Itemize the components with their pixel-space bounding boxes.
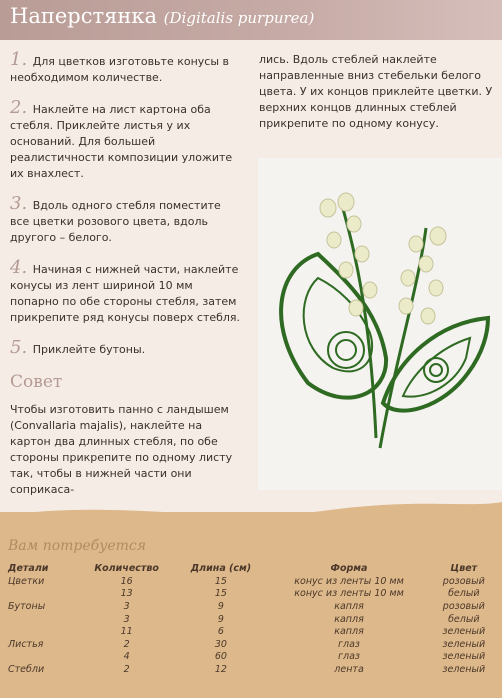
column-header-length: Длина (см) bbox=[190, 562, 252, 574]
table-header-row bbox=[8, 561, 496, 575]
cell-shape: лента bbox=[334, 663, 364, 675]
materials-table bbox=[8, 561, 496, 676]
step-3 bbox=[10, 193, 242, 246]
cell-shape: глаз bbox=[338, 651, 360, 663]
flower bbox=[349, 300, 363, 316]
step-number: 5. bbox=[10, 337, 28, 358]
leaf-left-coil bbox=[328, 332, 364, 368]
step-number: 4. bbox=[10, 257, 28, 278]
table-row bbox=[8, 663, 496, 676]
cell-length: 60 bbox=[214, 651, 227, 663]
leaf-left-coil-inner bbox=[336, 340, 356, 360]
step-number: 2. bbox=[10, 97, 28, 118]
cell-quantity: 16 bbox=[120, 575, 133, 587]
step-2 bbox=[10, 97, 242, 182]
cell-color: зеленый bbox=[442, 638, 486, 650]
cell-quantity: 13 bbox=[120, 588, 133, 600]
cell-details: Листья bbox=[8, 638, 44, 650]
leaf-right-coil-inner bbox=[430, 364, 442, 376]
cell-shape: капля bbox=[334, 600, 364, 612]
flower bbox=[355, 246, 369, 262]
cell-quantity: 3 bbox=[123, 613, 130, 625]
column-header-quantity: Количество bbox=[94, 562, 159, 574]
flower bbox=[421, 308, 435, 324]
column-header-shape: Форма bbox=[330, 562, 368, 574]
step-4 bbox=[10, 257, 242, 326]
title-russian: Наперстянка bbox=[10, 4, 157, 28]
cell-details bbox=[8, 588, 78, 601]
table-row bbox=[8, 613, 496, 626]
flower bbox=[347, 216, 361, 232]
step-5 bbox=[10, 337, 242, 358]
cell-quantity: 4 bbox=[123, 651, 130, 663]
cell-shape: капля bbox=[334, 613, 364, 625]
table-row bbox=[8, 651, 496, 664]
cell-color: белый bbox=[448, 613, 480, 625]
column-header-color: Цвет bbox=[450, 562, 478, 574]
leaf-left bbox=[281, 254, 386, 398]
page-title bbox=[10, 4, 314, 28]
cell-length: 15 bbox=[214, 575, 227, 587]
table-row bbox=[8, 588, 496, 601]
cell-quantity: 2 bbox=[123, 638, 130, 650]
flower bbox=[327, 232, 341, 248]
cell-color: белый bbox=[448, 588, 480, 600]
flower bbox=[419, 256, 433, 272]
column-header-details: Детали bbox=[8, 562, 49, 574]
cell-quantity: 2 bbox=[123, 663, 130, 675]
cell-color: розовый bbox=[442, 600, 485, 612]
cell-details bbox=[8, 625, 78, 638]
flower bbox=[363, 282, 377, 298]
flower bbox=[320, 199, 336, 217]
leaf-right-inner bbox=[403, 338, 470, 397]
tip-heading: Совет bbox=[10, 372, 63, 392]
flower bbox=[339, 262, 353, 278]
leaf-right-coil bbox=[424, 358, 448, 382]
table-row bbox=[8, 625, 496, 638]
cell-details: Стебли bbox=[8, 663, 45, 675]
cell-color: розовый bbox=[442, 575, 485, 587]
table-row bbox=[8, 638, 496, 651]
step-text: Наклейте на лист картона оба стебля. Приклейте листья у их оснований. Для большей реалистичности композиции уложите их внахлест. bbox=[10, 103, 233, 180]
cell-length: 12 bbox=[214, 663, 227, 675]
cell-details bbox=[8, 651, 78, 664]
cell-length: 15 bbox=[214, 588, 227, 600]
cell-shape: конус из ленты 10 мм bbox=[294, 588, 404, 600]
materials-heading: Вам потребуется bbox=[8, 538, 146, 554]
cell-length: 9 bbox=[217, 613, 224, 625]
cell-details: Бутоны bbox=[8, 600, 46, 612]
cell-length: 9 bbox=[217, 600, 224, 612]
flower bbox=[430, 227, 446, 245]
instructions-column bbox=[10, 49, 242, 498]
cell-shape: глаз bbox=[338, 638, 360, 650]
cell-details: Цветки bbox=[8, 575, 45, 587]
step-number: 3. bbox=[10, 193, 28, 214]
cell-shape: капля bbox=[334, 626, 364, 638]
tip-text-left: Чтобы изготовить панно с ландышем (Convallaria majalis), наклейте на картон два длинных стебля, по обе стороны прикрепите по одному листу так, чтобы в нижней части они соприкаса- bbox=[10, 403, 233, 496]
cell-details bbox=[8, 613, 78, 626]
quilling-photo bbox=[258, 158, 502, 490]
cell-quantity: 3 bbox=[123, 600, 130, 612]
flower bbox=[429, 280, 443, 296]
cell-color: зеленый bbox=[442, 651, 486, 663]
step-text: Для цветков изготовьте конусы в необходимом количестве. bbox=[10, 55, 229, 84]
cell-color: зеленый bbox=[442, 663, 486, 675]
wave-edge bbox=[0, 498, 502, 538]
step-text: Начиная с нижней части, наклейте конусы из лент шириной 10 мм попарно по обе стороны стебля, затем прикрепите ряд конусы поверх стебля. bbox=[10, 263, 241, 324]
flower bbox=[409, 236, 423, 252]
flower bbox=[401, 270, 415, 286]
cell-shape: конус из ленты 10 мм bbox=[294, 575, 404, 587]
cell-color: зеленый bbox=[442, 626, 486, 638]
cell-quantity: 11 bbox=[120, 626, 133, 638]
flower bbox=[338, 193, 354, 211]
step-number: 1. bbox=[10, 49, 28, 70]
step-1 bbox=[10, 49, 242, 86]
step-text: Вдоль одного стебля поместите все цветки розового цвета, вдоль другого – белого. bbox=[10, 199, 221, 244]
tip-text-right: лись. Вдоль стеблей наклейте направленные вниз стебельки белого цвета. У их концов приклейте цветки. У верхних концов длинных стеблей прикрепите по одному конусу. bbox=[259, 53, 493, 130]
flower bbox=[399, 298, 413, 314]
table-row bbox=[8, 600, 496, 613]
step-text: Приклейте бутоны. bbox=[32, 343, 146, 356]
title-latin: (Digitalis purpurea) bbox=[163, 9, 315, 27]
cell-length: 6 bbox=[217, 626, 224, 638]
tip-continued-column bbox=[259, 52, 493, 132]
lily-of-the-valley-quilling-image bbox=[258, 158, 502, 490]
table-row bbox=[8, 575, 496, 588]
cell-length: 30 bbox=[214, 638, 227, 650]
